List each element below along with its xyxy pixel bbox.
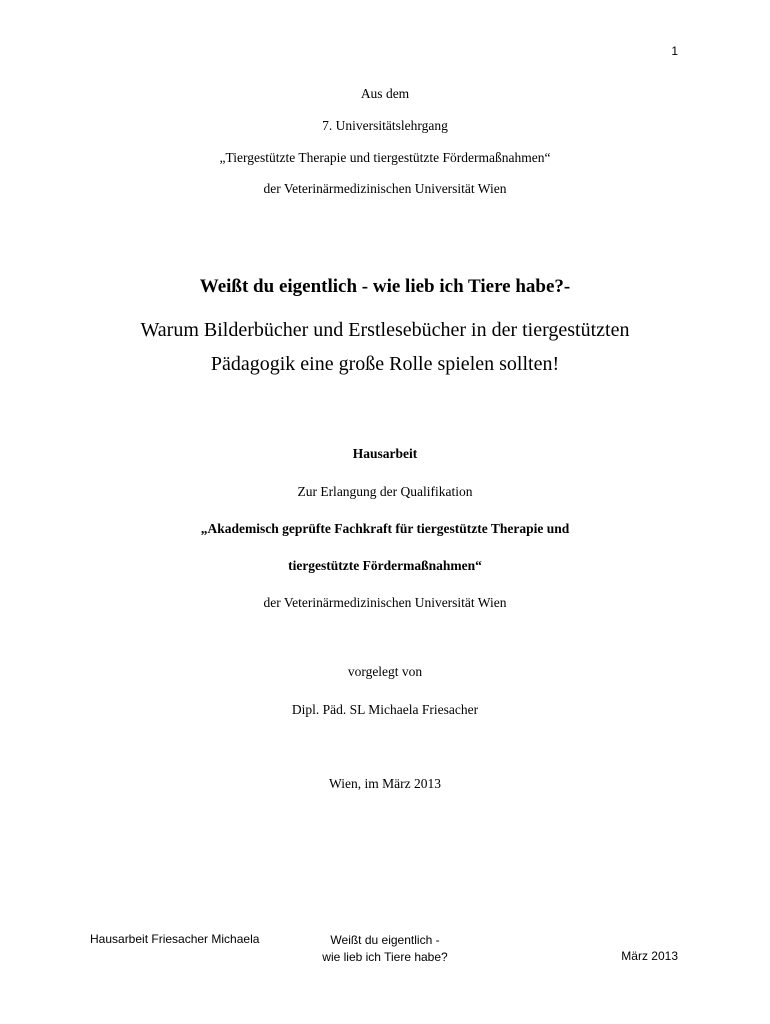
document-title: Weißt du eigentlich - wie lieb ich Tiere habe?- xyxy=(199,276,571,297)
place-date: Wien, im März 2013 xyxy=(329,776,441,791)
footer-middle-line-2: wie lieb ich Tiere habe? xyxy=(322,950,448,964)
institution-line-2: 7. Universitätslehrgang xyxy=(322,118,448,133)
thesis-type: Hausarbeit xyxy=(352,446,418,461)
page-number: 1 xyxy=(671,44,678,58)
footer-middle xyxy=(300,932,470,966)
thesis-purpose: Zur Erlangung der Qualifikation xyxy=(297,484,473,499)
institution-line-1: Aus dem xyxy=(360,86,410,101)
qualification-line-2: tiergestützte Fördermaßnahmen“ xyxy=(288,558,482,573)
qualification-line-1: „Akademisch geprüfte Fachkraft für tiergestützte Therapie und xyxy=(200,521,570,536)
subtitle-line-2: Pädagogik eine große Rolle spielen sollten! xyxy=(210,353,560,375)
footer-right: März 2013 xyxy=(621,949,678,963)
footer-middle-line-1: Weißt du eigentlich - xyxy=(330,933,440,947)
footer-left: Hausarbeit Friesacher Michaela xyxy=(90,932,260,946)
author-name: Dipl. Päd. SL Michaela Friesacher xyxy=(291,702,479,717)
institution-line-4: der Veterinärmedizinischen Universität Wien xyxy=(263,181,507,196)
submitted-label: vorgelegt von xyxy=(347,664,423,679)
institution-line-3: „Tiergestützte Therapie und tiergestützte Fördermaßnahmen“ xyxy=(219,150,551,165)
thesis-university: der Veterinärmedizinischen Universität Wien xyxy=(263,595,507,610)
subtitle-line-1: Warum Bilderbücher und Erstlesebücher in der tiergestützten xyxy=(140,319,630,341)
